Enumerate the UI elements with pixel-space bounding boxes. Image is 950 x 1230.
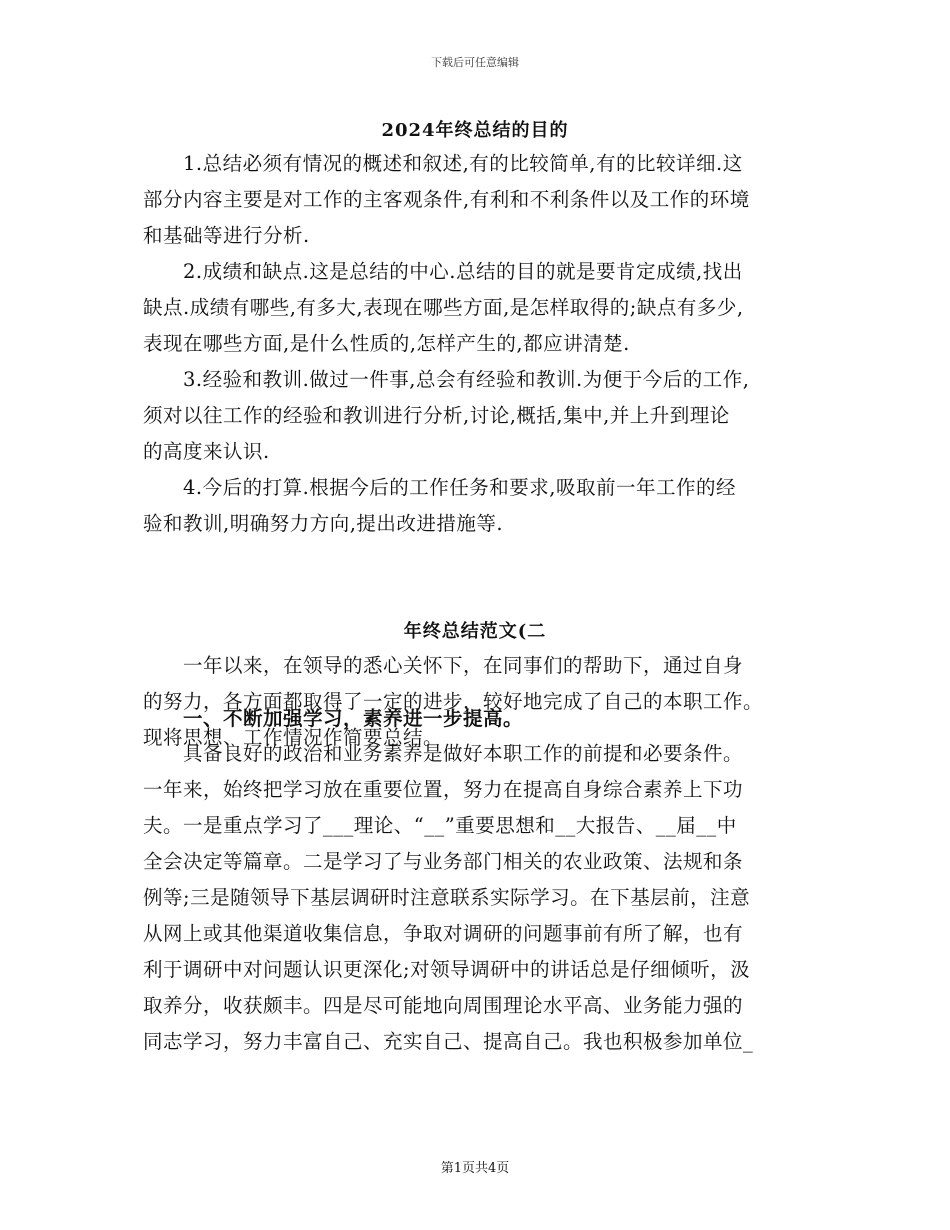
- paragraph-4: [143, 470, 823, 542]
- paragraph-line: 4.今后的打算.根据今后的工作任务和要求,吸取前一年工作的经: [183, 476, 737, 499]
- paragraph-line: 一年来，始终把学习放在重要位置，努力在提高自身综合素养上下功: [143, 778, 744, 801]
- header-note: 下载后可任意编辑: [431, 56, 519, 69]
- paragraph-line: 1.总结必须有情况的概述和叙述,有的比较简单,有的比较详细.这: [183, 152, 743, 175]
- paragraph-line: 的努力，各方面都取得了一定的进步，较好地完成了自己的本职工作。: [143, 690, 764, 713]
- paragraph-line: 现将思想、工作情况作简要总结。: [143, 726, 444, 749]
- document-title: 2024年终总结的目的: [381, 120, 569, 141]
- paragraph-line: 从网上或其他渠道收集信息，争取对调研的问题事前有所了解，也有: [143, 922, 744, 945]
- paragraph-line: 验和教训,明确努力方向,提出改进措施等.: [143, 512, 504, 535]
- paragraph-line: 全会决定等篇章。二是学习了与业务部门相关的农业政策、法规和条: [143, 850, 744, 873]
- paragraph-line: 和基础等进行分析.: [143, 224, 310, 247]
- paragraph-line: 例等;三是随领导下基层调研时注意联系实际学习。在下基层前，注意: [143, 886, 751, 909]
- section-title: 年终总结范文(二: [403, 621, 547, 642]
- paragraph-line: 表现在哪些方面,是什么性质的,怎样产生的,都应讲清楚.: [143, 332, 630, 355]
- paragraph-line: 2.成绩和缺点.这是总结的中心.总结的目的就是要肯定成绩,找出: [183, 260, 743, 283]
- paragraph-line: 缺点.成绩有哪些,有多大,表现在哪些方面,是怎样取得的;缺点有多少,: [143, 296, 744, 319]
- page-number-footer: 第1页共4页: [440, 1161, 510, 1176]
- subsection-heading: 一、不断加强学习，素养进一步提高。: [183, 707, 524, 730]
- paragraph-line: 利于调研中对问题认识更深化;对领导调研中的讲话总是仔细倾听，汲: [143, 958, 751, 981]
- paragraph-line: 3.经验和教训.做过一件事,总会有经验和教训.为便于今后的工作,: [183, 368, 750, 391]
- body-paragraph: [143, 736, 823, 1060]
- paragraph-line: 具备良好的政治和业务素养是做好本职工作的前提和必要条件。: [183, 742, 744, 765]
- paragraph-line: 取养分，收获颇丰。四是尽可能地向周围理论水平高、业务能力强的: [143, 994, 744, 1017]
- paragraph-line: 同志学习，努力丰富自己、充实自己、提高自己。我也积极参加单位_: [143, 1030, 754, 1053]
- paragraph-line: 须对以往工作的经验和教训进行分析,讨论,概括,集中,并上升到理论: [143, 404, 730, 427]
- paragraph-line: 夫。一是重点学习了___理论、“__”重要思想和__大报告、__届__中: [143, 814, 737, 837]
- paragraph-3: [143, 362, 823, 470]
- paragraph-line: 的高度来认识.: [143, 440, 270, 463]
- paragraph-2: [143, 254, 823, 362]
- paragraph-line: 部分内容主要是对工作的主客观条件,有利和不利条件以及工作的环境: [143, 188, 750, 211]
- paragraph-line: 一年以来，在领导的悉心关怀下，在同事们的帮助下，通过自身: [183, 654, 744, 677]
- paragraph-1: [143, 146, 823, 254]
